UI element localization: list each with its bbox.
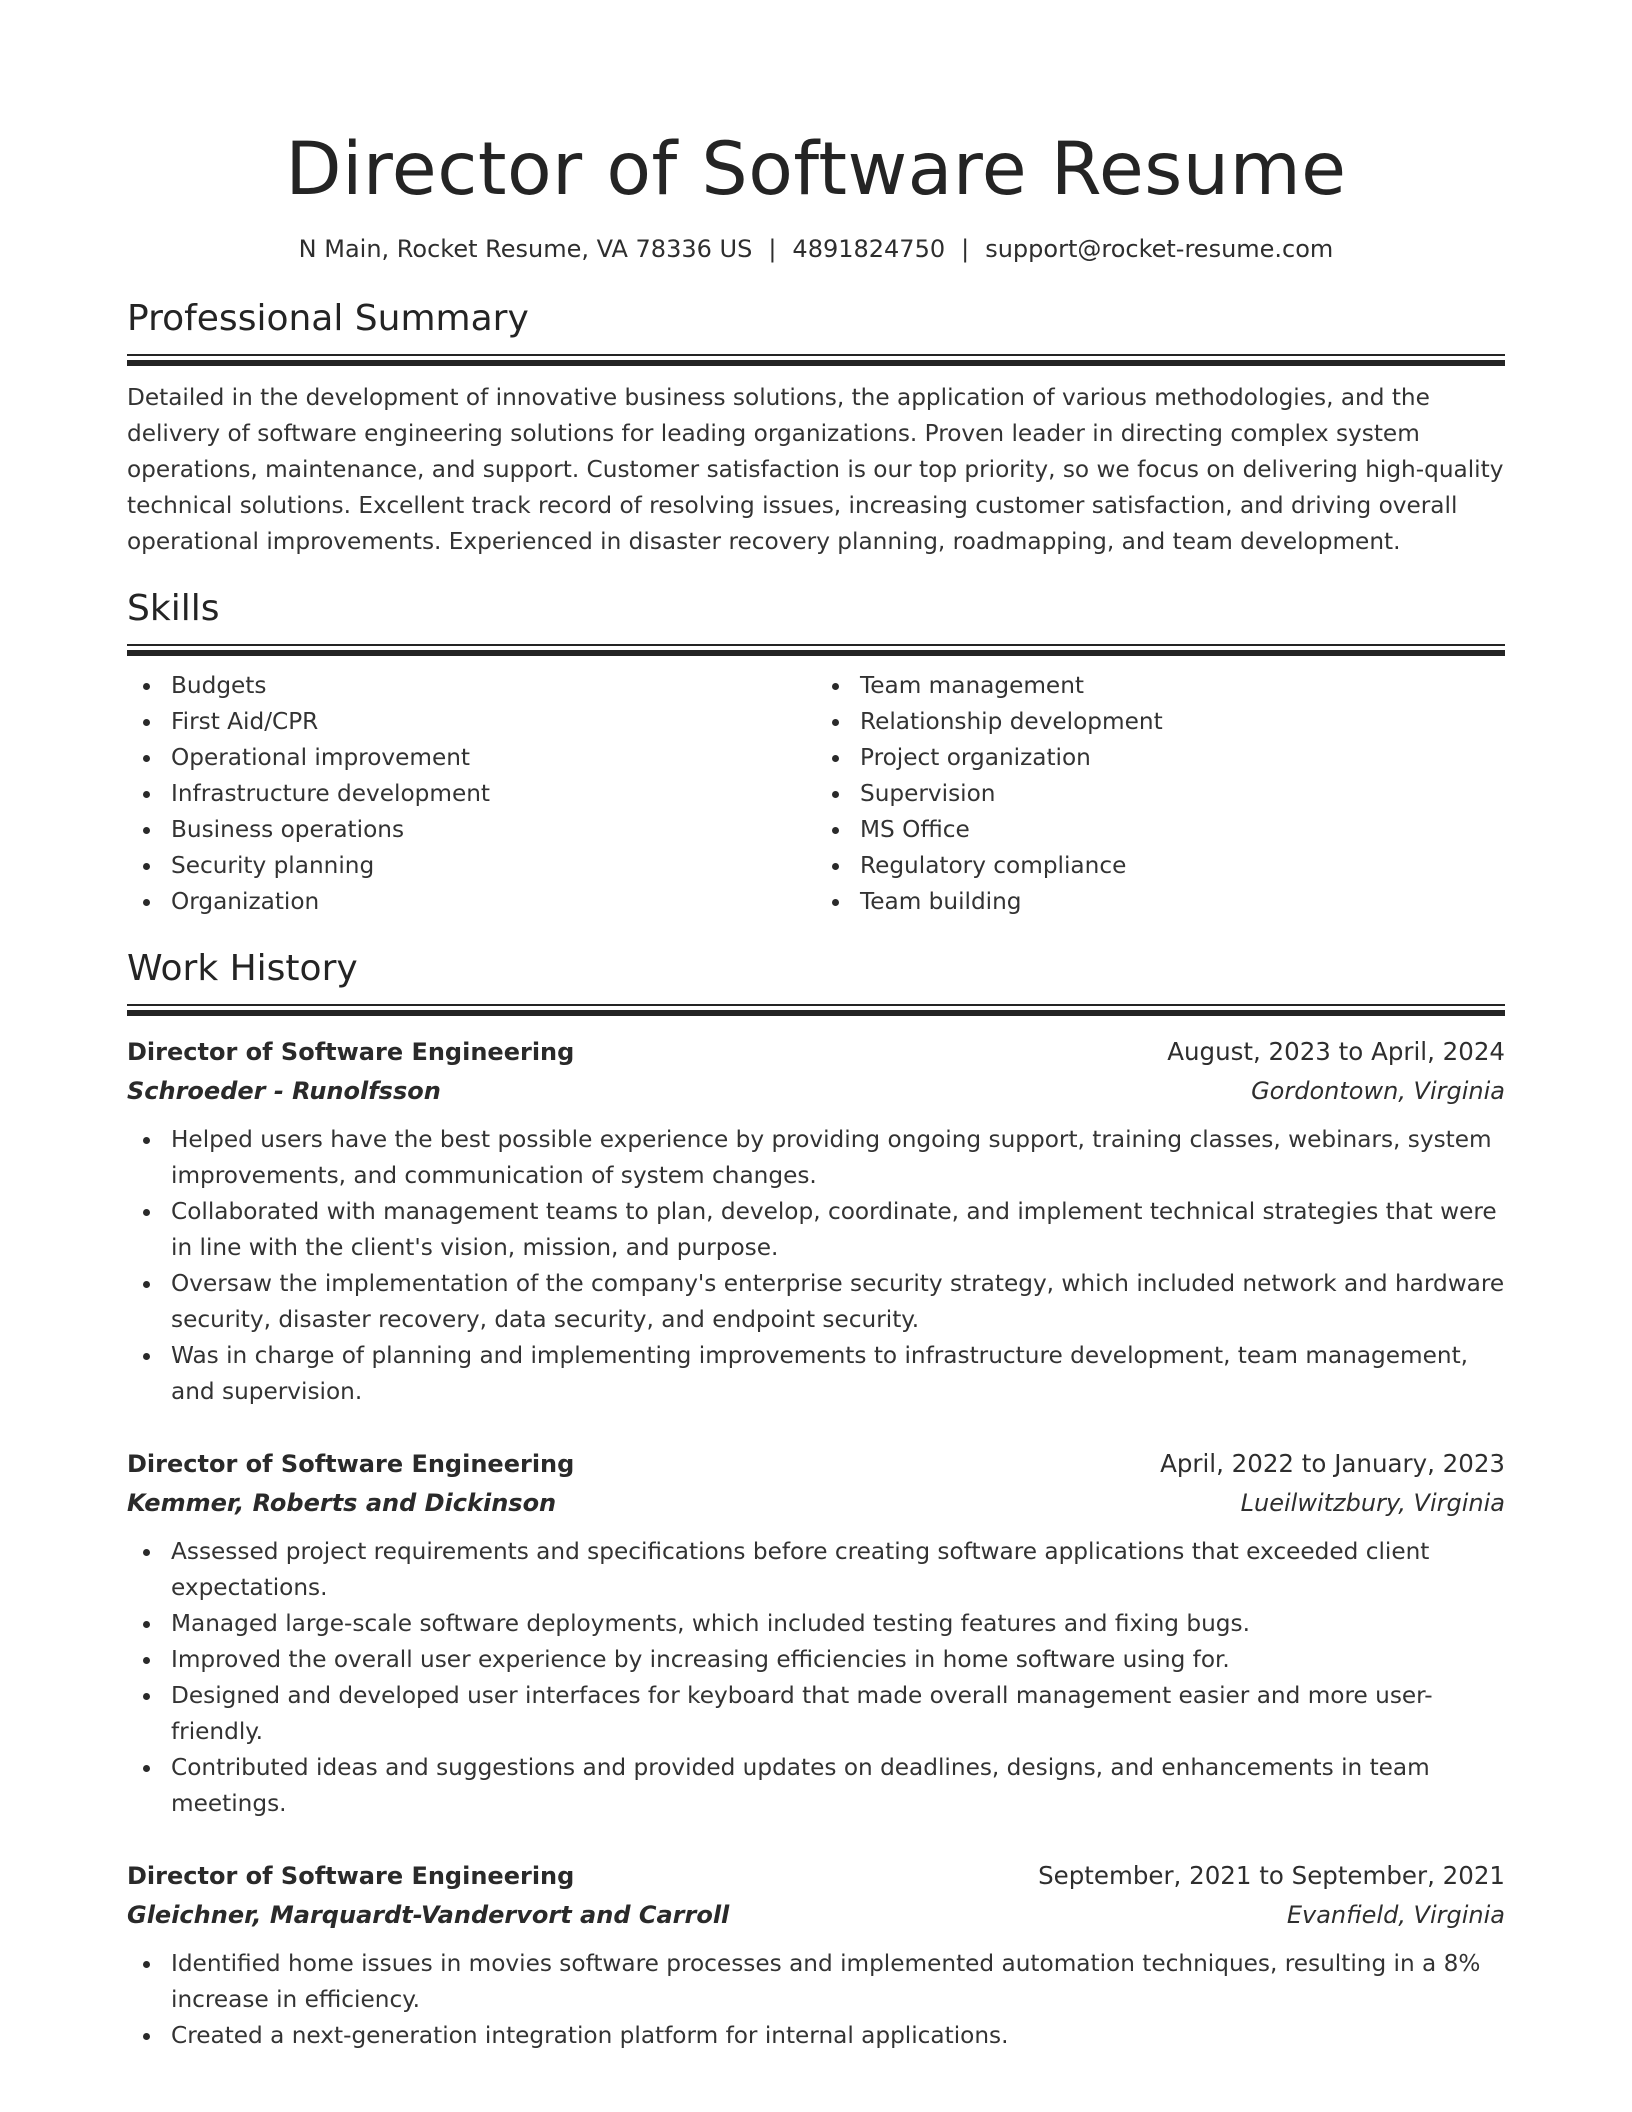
skill-item: MS Office [860,812,1505,848]
job-header-row [127,1444,1505,1484]
job-company-row [127,1072,1505,1110]
skill-item: Supervision [860,776,1505,812]
job-location: Gordontown, Virginia [1251,1077,1505,1105]
job-bullet: Created a next-generation integration platform for internal applications. [171,2018,1505,2054]
job-company-row [127,1896,1505,1934]
job-bullet: Assessed project requirements and specifications before creating software applications that exceeded client expectations. [171,1534,1505,1606]
job-dates: April, 2022 to January, 2023 [1160,1449,1505,1478]
skills-grid [127,668,1505,920]
job-location: Lueilwitzbury, Virginia [1240,1489,1505,1517]
job-bullets [127,1534,1505,1822]
job-entry [127,1856,1505,2054]
skills-column-left [127,668,816,920]
contact-line [127,232,1505,266]
job-bullet: Helped users have the best possible experience by providing ongoing support, training classes, webinars, system improvements, and communication of system changes. [171,1122,1505,1194]
job-company: Kemmer, Roberts and Dickinson [127,1489,557,1517]
section-heading-skills: Skills [127,588,220,629]
resume-title: Director of Software Resume [285,127,1347,212]
section-heading-summary: Professional Summary [127,298,529,339]
skill-item: Team building [860,884,1505,920]
skill-item: Project organization [860,740,1505,776]
job-bullets [127,1122,1505,1410]
skill-item: Security planning [171,848,816,884]
contact-address: N Main, Rocket Resume, VA 78336 US [298,235,753,263]
summary-paragraph: Detailed in the development of innovative business solutions, the application of various methodologies, and the delivery of software engineering solutions for leading organizations. Proven leader in directing complex system operations, maintenance, and support. Customer satisfaction is our top priority, so we focus on delivering high-quality technical solutions. Excellent track record of resolving issues, increasing customer satisfaction, and driving overall operational improvements. Experienced in disaster recovery planning, roadmapping, and team development. [127,384,1504,555]
contact-email: support@rocket-resume.com [985,235,1334,263]
job-location: Evanfield, Virginia [1286,1901,1505,1929]
job-bullet: Improved the overall user experience by increasing efficiencies in home software using for. [171,1642,1505,1678]
section-divider [127,1004,1505,1016]
job-dates: August, 2023 to April, 2024 [1167,1037,1505,1066]
job-header-row [127,1856,1505,1896]
skills-column-right [816,668,1505,920]
job-bullets [127,1946,1505,2054]
skill-item: Regulatory compliance [860,848,1505,884]
job-bullet: Contributed ideas and suggestions and provided updates on deadlines, designs, and enhancements in team meetings. [171,1750,1505,1822]
skill-item: Organization [171,884,816,920]
job-bullet: Collaborated with management teams to plan, develop, coordinate, and implement technical strategies that were in line with the client's vision, mission, and purpose. [171,1194,1505,1266]
job-bullet: Managed large-scale software deployments, which included testing features and fixing bugs. [171,1606,1505,1642]
job-title: Director of Software Engineering [127,1038,575,1066]
skill-item: Relationship development [860,704,1505,740]
skill-item: First Aid/CPR [171,704,816,740]
job-bullet: Designed and developed user interfaces for keyboard that made overall management easier and more user-friendly. [171,1678,1505,1750]
skill-item: Team management [860,668,1505,704]
job-entry [127,1032,1505,1410]
skill-item: Budgets [171,668,816,704]
job-header-row [127,1032,1505,1072]
contact-phone: 4891824750 [792,235,946,263]
skill-item: Infrastructure development [171,776,816,812]
section-divider [127,644,1505,656]
professional-summary-section [127,294,1505,560]
skill-item: Business operations [171,812,816,848]
job-company: Schroeder - Runolfsson [127,1077,441,1105]
work-history-section [127,944,1505,2054]
job-title: Director of Software Engineering [127,1450,575,1478]
skill-item: Operational improvement [171,740,816,776]
job-title: Director of Software Engineering [127,1862,575,1890]
job-dates: September, 2021 to September, 2021 [1038,1861,1505,1890]
contact-separator: | [768,235,777,263]
job-company: Gleichner, Marquardt-Vandervort and Carroll [127,1901,730,1929]
job-entry [127,1444,1505,1822]
job-company-row [127,1484,1505,1522]
job-bullet: Identified home issues in movies software processes and implemented automation techniques, resulting in a 8% increase in efficiency. [171,1946,1505,2018]
section-divider [127,354,1505,366]
job-bullet: Was in charge of planning and implementing improvements to infrastructure development, team management, and supervision. [171,1338,1505,1410]
skills-section [127,584,1505,920]
contact-separator: | [961,235,970,263]
section-heading-work: Work History [127,948,358,989]
job-bullet: Oversaw the implementation of the company's enterprise security strategy, which included network and hardware security, disaster recovery, data security, and endpoint security. [171,1266,1505,1338]
